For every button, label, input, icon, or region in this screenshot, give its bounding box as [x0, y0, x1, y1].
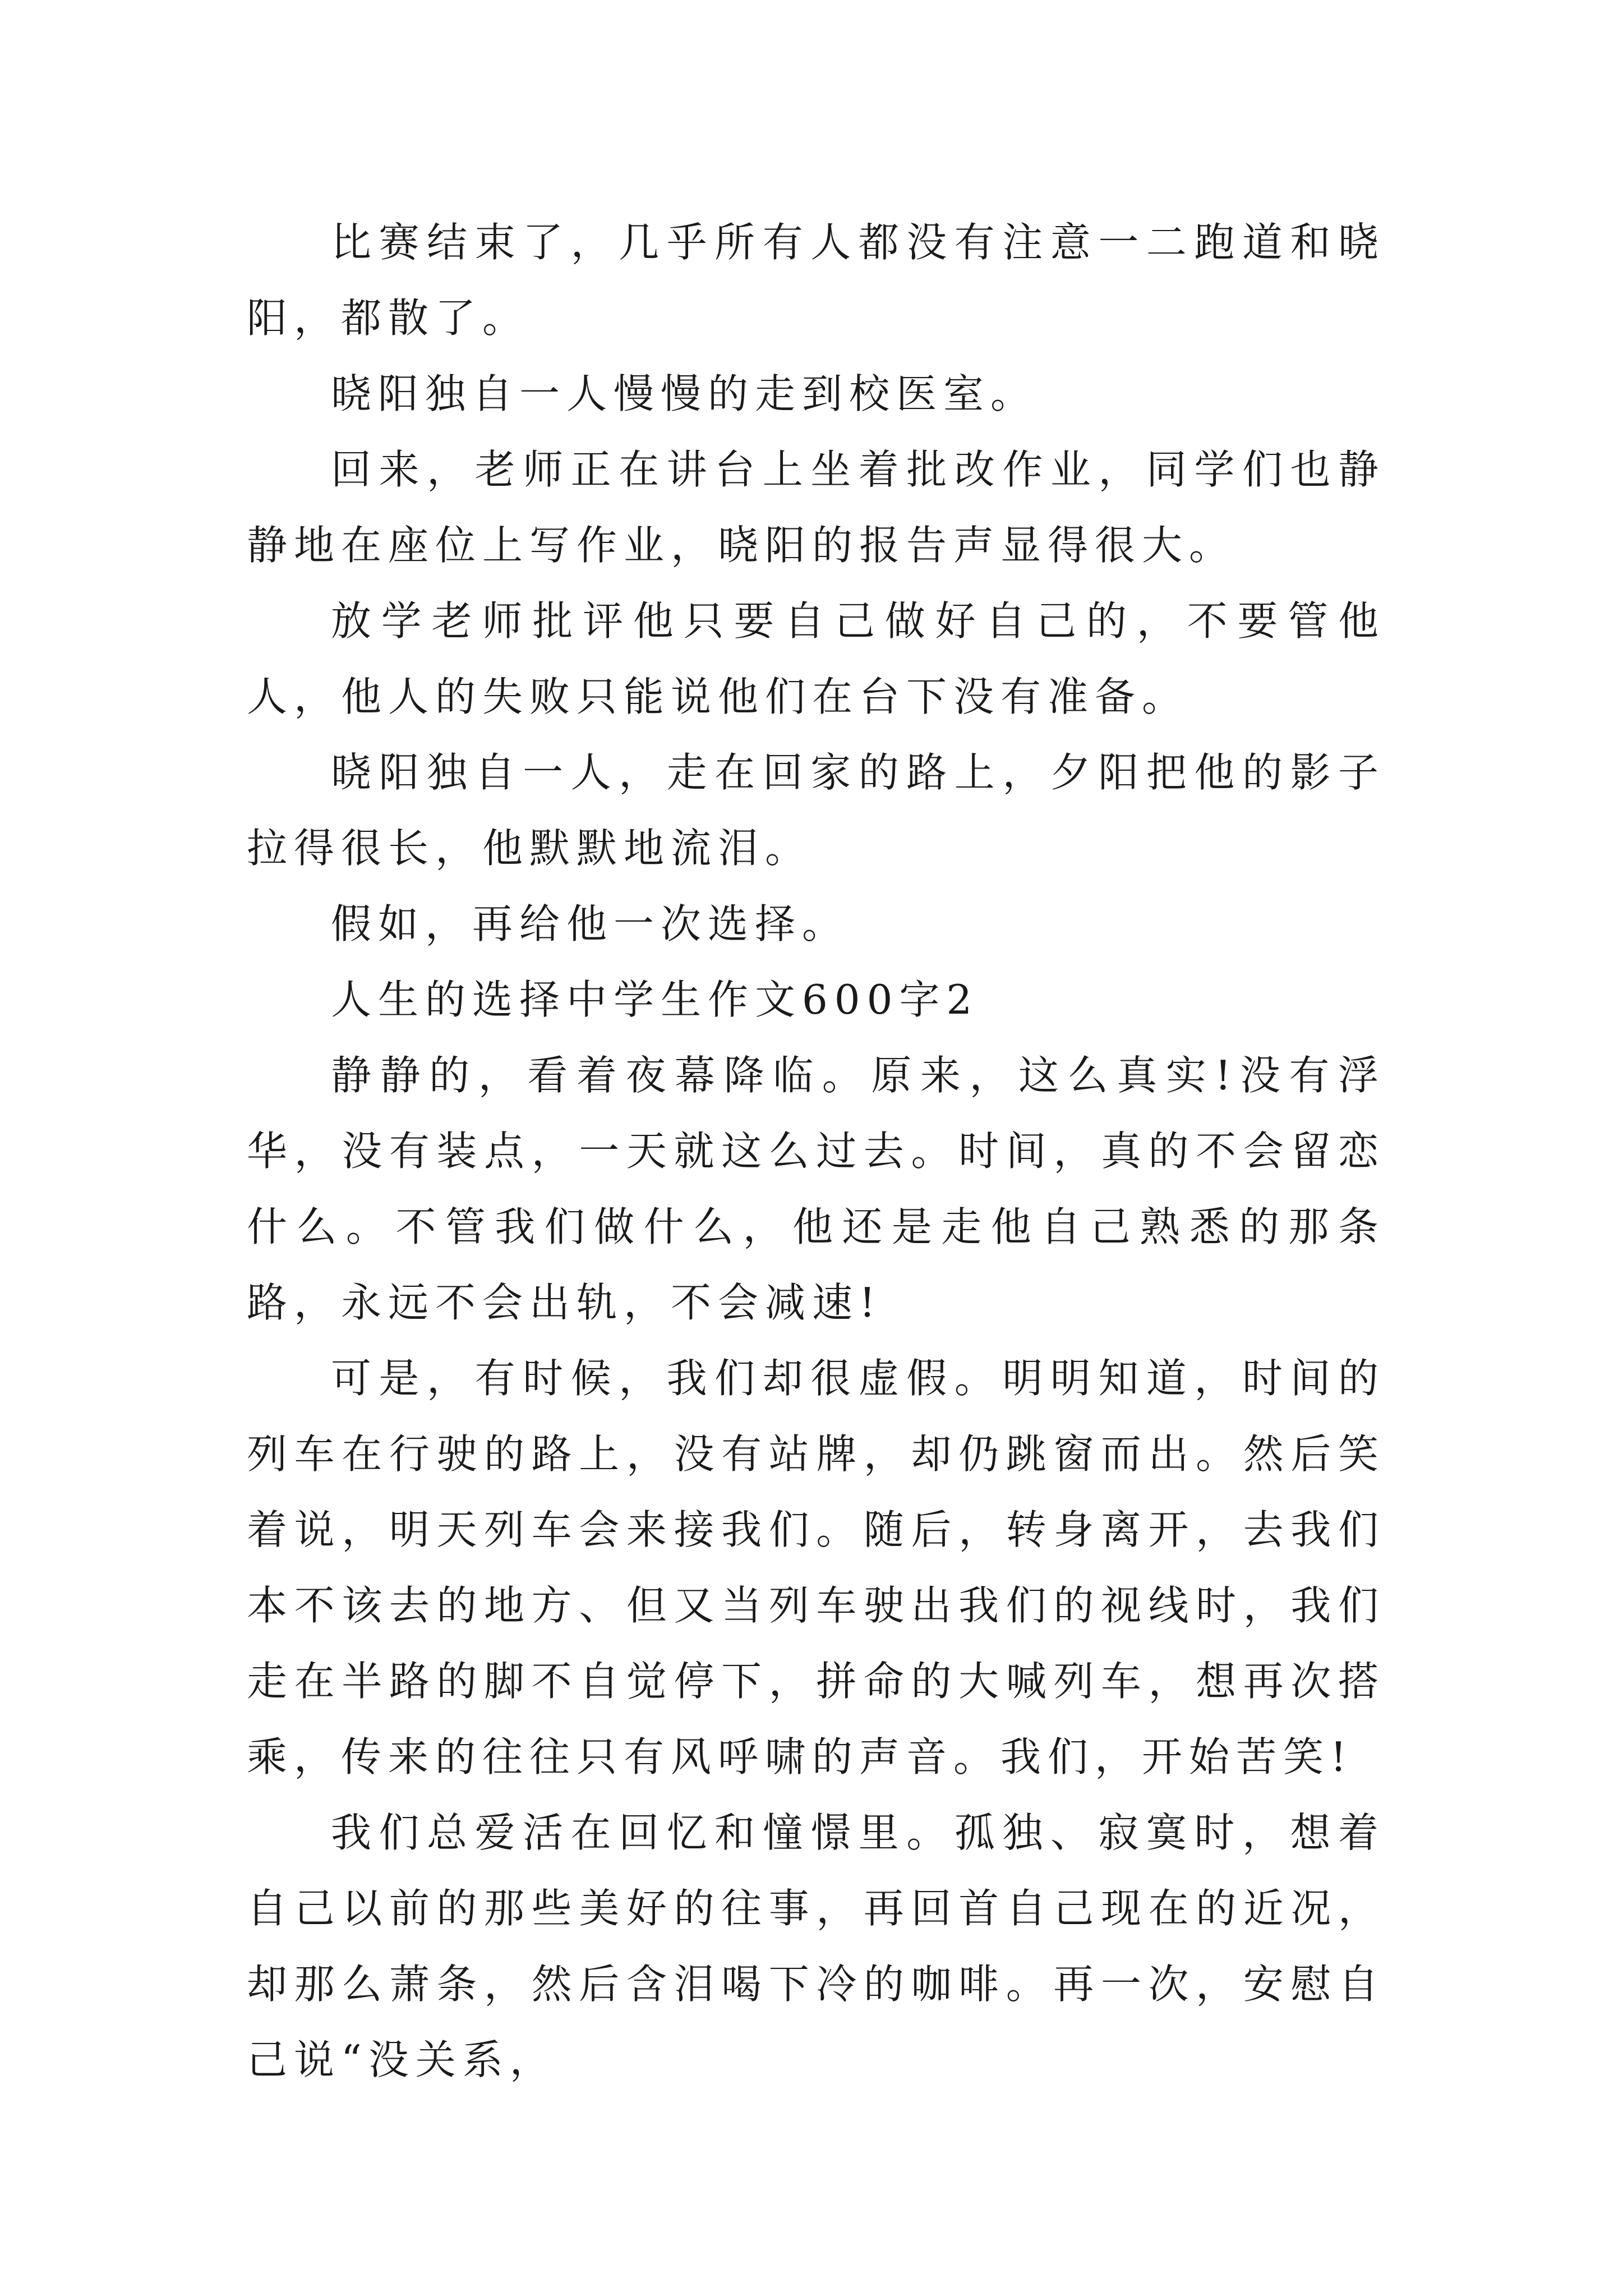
paragraph: 晓阳独自一人慢慢的走到校医室。 — [331, 370, 1038, 417]
document-body — [247, 205, 1385, 2098]
paragraph: 回来，老师正在讲台上坐着批改作业，同学们也静静地在座位上写作业，晓阳的报告声显得很大。 — [247, 446, 1385, 569]
paragraph: 假如，再给他一次选择。 — [331, 900, 850, 947]
paragraph: 静静的，看着夜幕降临。原来，这么真实!没有浮华，没有装点，一天就这么过去。时间，真的不会留恋什么。不管我们做什么，他还是走他自己熟悉的那条路，永远不会出轨，不会减速! — [247, 1052, 1385, 1326]
paragraph: 可是，有时候，我们却很虚假。明明知道，时间的列车在行驶的路上，没有站牌，却仍跳窗而出。然后笑着说，明天列车会来接我们。随后，转身离开，去我们本不该去的地方、但又当列车驶出我们的视线时，我们走在半路的脚不自觉停下，拼命的大喊列车，想再次搭乘，传来的往往只有风呼啸的声音。我们，开始苦笑! — [247, 1355, 1385, 1780]
section-heading: 人生的选择中学生作文600字2 — [331, 976, 979, 1023]
paragraph: 晓阳独自一人，走在回家的路上，夕阳把他的影子拉得很长，他默默地流泪。 — [247, 749, 1385, 872]
paragraph: 放学老师批评他只要自己做好自己的，不要管他人，他人的失败只能说他们在台下没有准备。 — [247, 597, 1385, 720]
paragraph: 我们总爱活在回忆和憧憬里。孤独、寂寞时，想着自己以前的那些美好的往事，再回首自己现在的近况，却那么萧条，然后含泪喝下冷的咖啡。再一次，安慰自己说“没关系， — [247, 1809, 1385, 2083]
paragraph: 比赛结束了，几乎所有人都没有注意一二跑道和晓阳，都散了。 — [247, 219, 1385, 342]
